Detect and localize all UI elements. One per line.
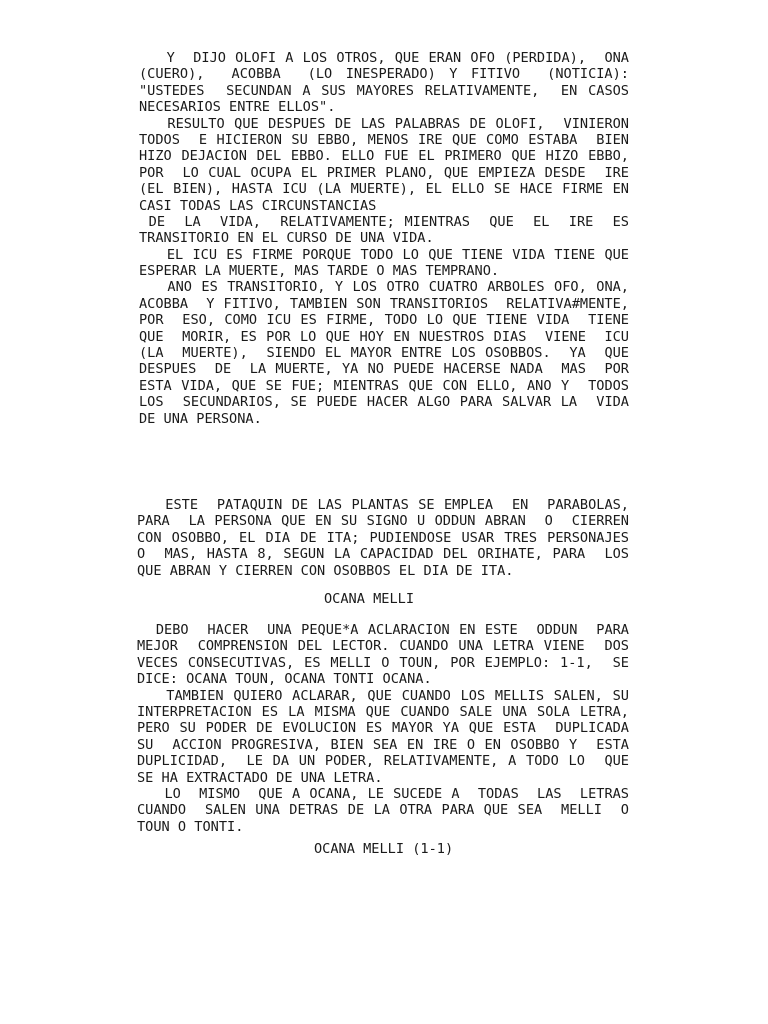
text-line: (CUERO), ACOBBA (LO INESPERADO) Y FITIVO (NOTICIA): bbox=[139, 66, 629, 83]
text-line: ANO ES TRANSITORIO, Y LOS OTRO CUATRO ARBOLES OFO, ONA, bbox=[139, 279, 629, 296]
section-heading-ocana-melli: OCANA MELLI bbox=[324, 591, 415, 607]
text-line: QUE MORIR, ES POR LO QUE HOY EN NUESTROS DIAS VIENE ICU bbox=[139, 328, 629, 345]
text-line: Y DIJO OLOFI A LOS OTROS, QUE ERAN OFO (PERDIDA), ONA bbox=[139, 50, 629, 66]
paragraph-aclaracion bbox=[137, 622, 629, 835]
text-line: TODOS E HICIERON SU EBBO, MENOS IRE QUE COMO ESTABA BIEN bbox=[139, 131, 629, 148]
text-line: SE HA EXTRACTADO DE UNA LETRA. bbox=[137, 769, 383, 786]
text-line: RESULTO QUE DESPUES DE LAS PALABRAS DE OLOFI, VINIERON bbox=[139, 115, 629, 132]
text-line: HIZO DEJACION DEL EBBO. ELLO FUE EL PRIMERO QUE HIZO EBBO, bbox=[139, 148, 629, 165]
text-line: TAMBIEN QUIERO ACLARAR, QUE CUANDO LOS MELLIS SALEN, SU bbox=[137, 687, 629, 704]
text-line: ESPERAR LA MUERTE, MAS TARDE O MAS TEMPRANO. bbox=[139, 263, 500, 280]
text-line: TRANSITORIO EN EL CURSO DE UNA VIDA. bbox=[139, 230, 434, 247]
text-line: INTERPRETACION ES LA MISMA QUE CUANDO SALE UNA SOLA LETRA, bbox=[137, 703, 629, 720]
text-line: POR LO CUAL OCUPA EL PRIMER PLANO, QUE EMPIEZA DESDE IRE bbox=[139, 164, 629, 181]
text-line: PERO SU PODER DE EVOLUCION ES MAYOR YA QUE ESTA DUPLICADA bbox=[137, 720, 629, 737]
paragraph-olofi bbox=[139, 50, 629, 427]
text-line: QUE ABRAN Y CIERREN CON OSOBBOS EL DIA DE ITA. bbox=[137, 562, 514, 579]
text-line: VECES CONSECUTIVAS, ES MELLI O TOUN, POR EJEMPLO: 1-1, SE bbox=[137, 654, 629, 671]
text-line: ESTE PATAQUIN DE LAS PLANTAS SE EMPLEA EN PARABOLAS, bbox=[137, 497, 629, 513]
paragraph-pataquin bbox=[137, 497, 629, 579]
text-line: MEJOR COMPRENSION DEL LECTOR. CUANDO UNA LETRA VIENE DOS bbox=[137, 638, 629, 655]
text-line: CUANDO SALEN UNA DETRAS DE LA OTRA PARA QUE SEA MELLI O bbox=[137, 802, 629, 819]
text-line: SU ACCION PROGRESIVA, BIEN SEA EN IRE O EN OSOBBO Y ESTA bbox=[137, 736, 629, 753]
text-line: EL ICU ES FIRME PORQUE TODO LO QUE TIENE VIDA TIENE QUE bbox=[139, 246, 629, 263]
text-line: DICE: OCANA TOUN, OCANA TONTI OCANA. bbox=[137, 671, 432, 688]
text-line: (LA MUERTE), SIENDO EL MAYOR ENTRE LOS OSOBBOS. YA QUE bbox=[139, 345, 629, 362]
section-heading-ocana-melli-1-1: OCANA MELLI (1-1) bbox=[314, 841, 454, 857]
text-line: O MAS, HASTA 8, SEGUN LA CAPACIDAD DEL ORIHATE, PARA LOS bbox=[137, 546, 629, 563]
text-line: CON OSOBBO, EL DIA DE ITA; PUDIENDOSE USAR TRES PERSONAJES bbox=[137, 529, 629, 546]
text-line: CASI TODAS LAS CIRCUNSTANCIAS bbox=[139, 197, 377, 214]
text-line: ESTA VIDA, QUE SE FUE; MIENTRAS QUE CON ELLO, ANO Y TODOS bbox=[139, 377, 629, 394]
text-line: "USTEDES SECUNDAN A SUS MAYORES RELATIVAMENTE, EN CASOS bbox=[139, 82, 629, 99]
text-line: LOS SECUNDARIOS, SE PUEDE HACER ALGO PARA SALVAR LA VIDA bbox=[139, 394, 629, 411]
text-line: (EL BIEN), HASTA ICU (LA MUERTE), EL ELLO SE HACE FIRME EN bbox=[139, 181, 629, 198]
text-line: DE LA VIDA, RELATIVAMENTE; MIENTRAS QUE EL IRE ES bbox=[139, 213, 629, 230]
text-line: ACOBBA Y FITIVO, TAMBIEN SON TRANSITORIOS RELATIVA#MENTE, bbox=[139, 295, 629, 312]
text-line: POR ESO, COMO ICU ES FIRME, TODO LO QUE TIENE VIDA TIENE bbox=[139, 312, 629, 329]
text-line: DESPUES DE LA MUERTE, YA NO PUEDE HACERSE NADA MAS POR bbox=[139, 361, 629, 378]
text-line: DE UNA PERSONA. bbox=[139, 410, 262, 427]
text-line: PARA LA PERSONA QUE EN SU SIGNO U ODDUN ABRAN O CIERREN bbox=[137, 513, 629, 530]
text-line: DUPLICIDAD, LE DA UN PODER, RELATIVAMENTE, A TODO LO QUE bbox=[137, 753, 629, 770]
text-line: TOUN O TONTI. bbox=[137, 818, 244, 835]
text-line: NECESARIOS ENTRE ELLOS". bbox=[139, 99, 336, 116]
text-line: DEBO HACER UNA PEQUE*A ACLARACION EN ESTE ODDUN PARA bbox=[137, 622, 629, 638]
text-line: LO MISMO QUE A OCANA, LE SUCEDE A TODAS LAS LETRAS bbox=[137, 785, 629, 802]
